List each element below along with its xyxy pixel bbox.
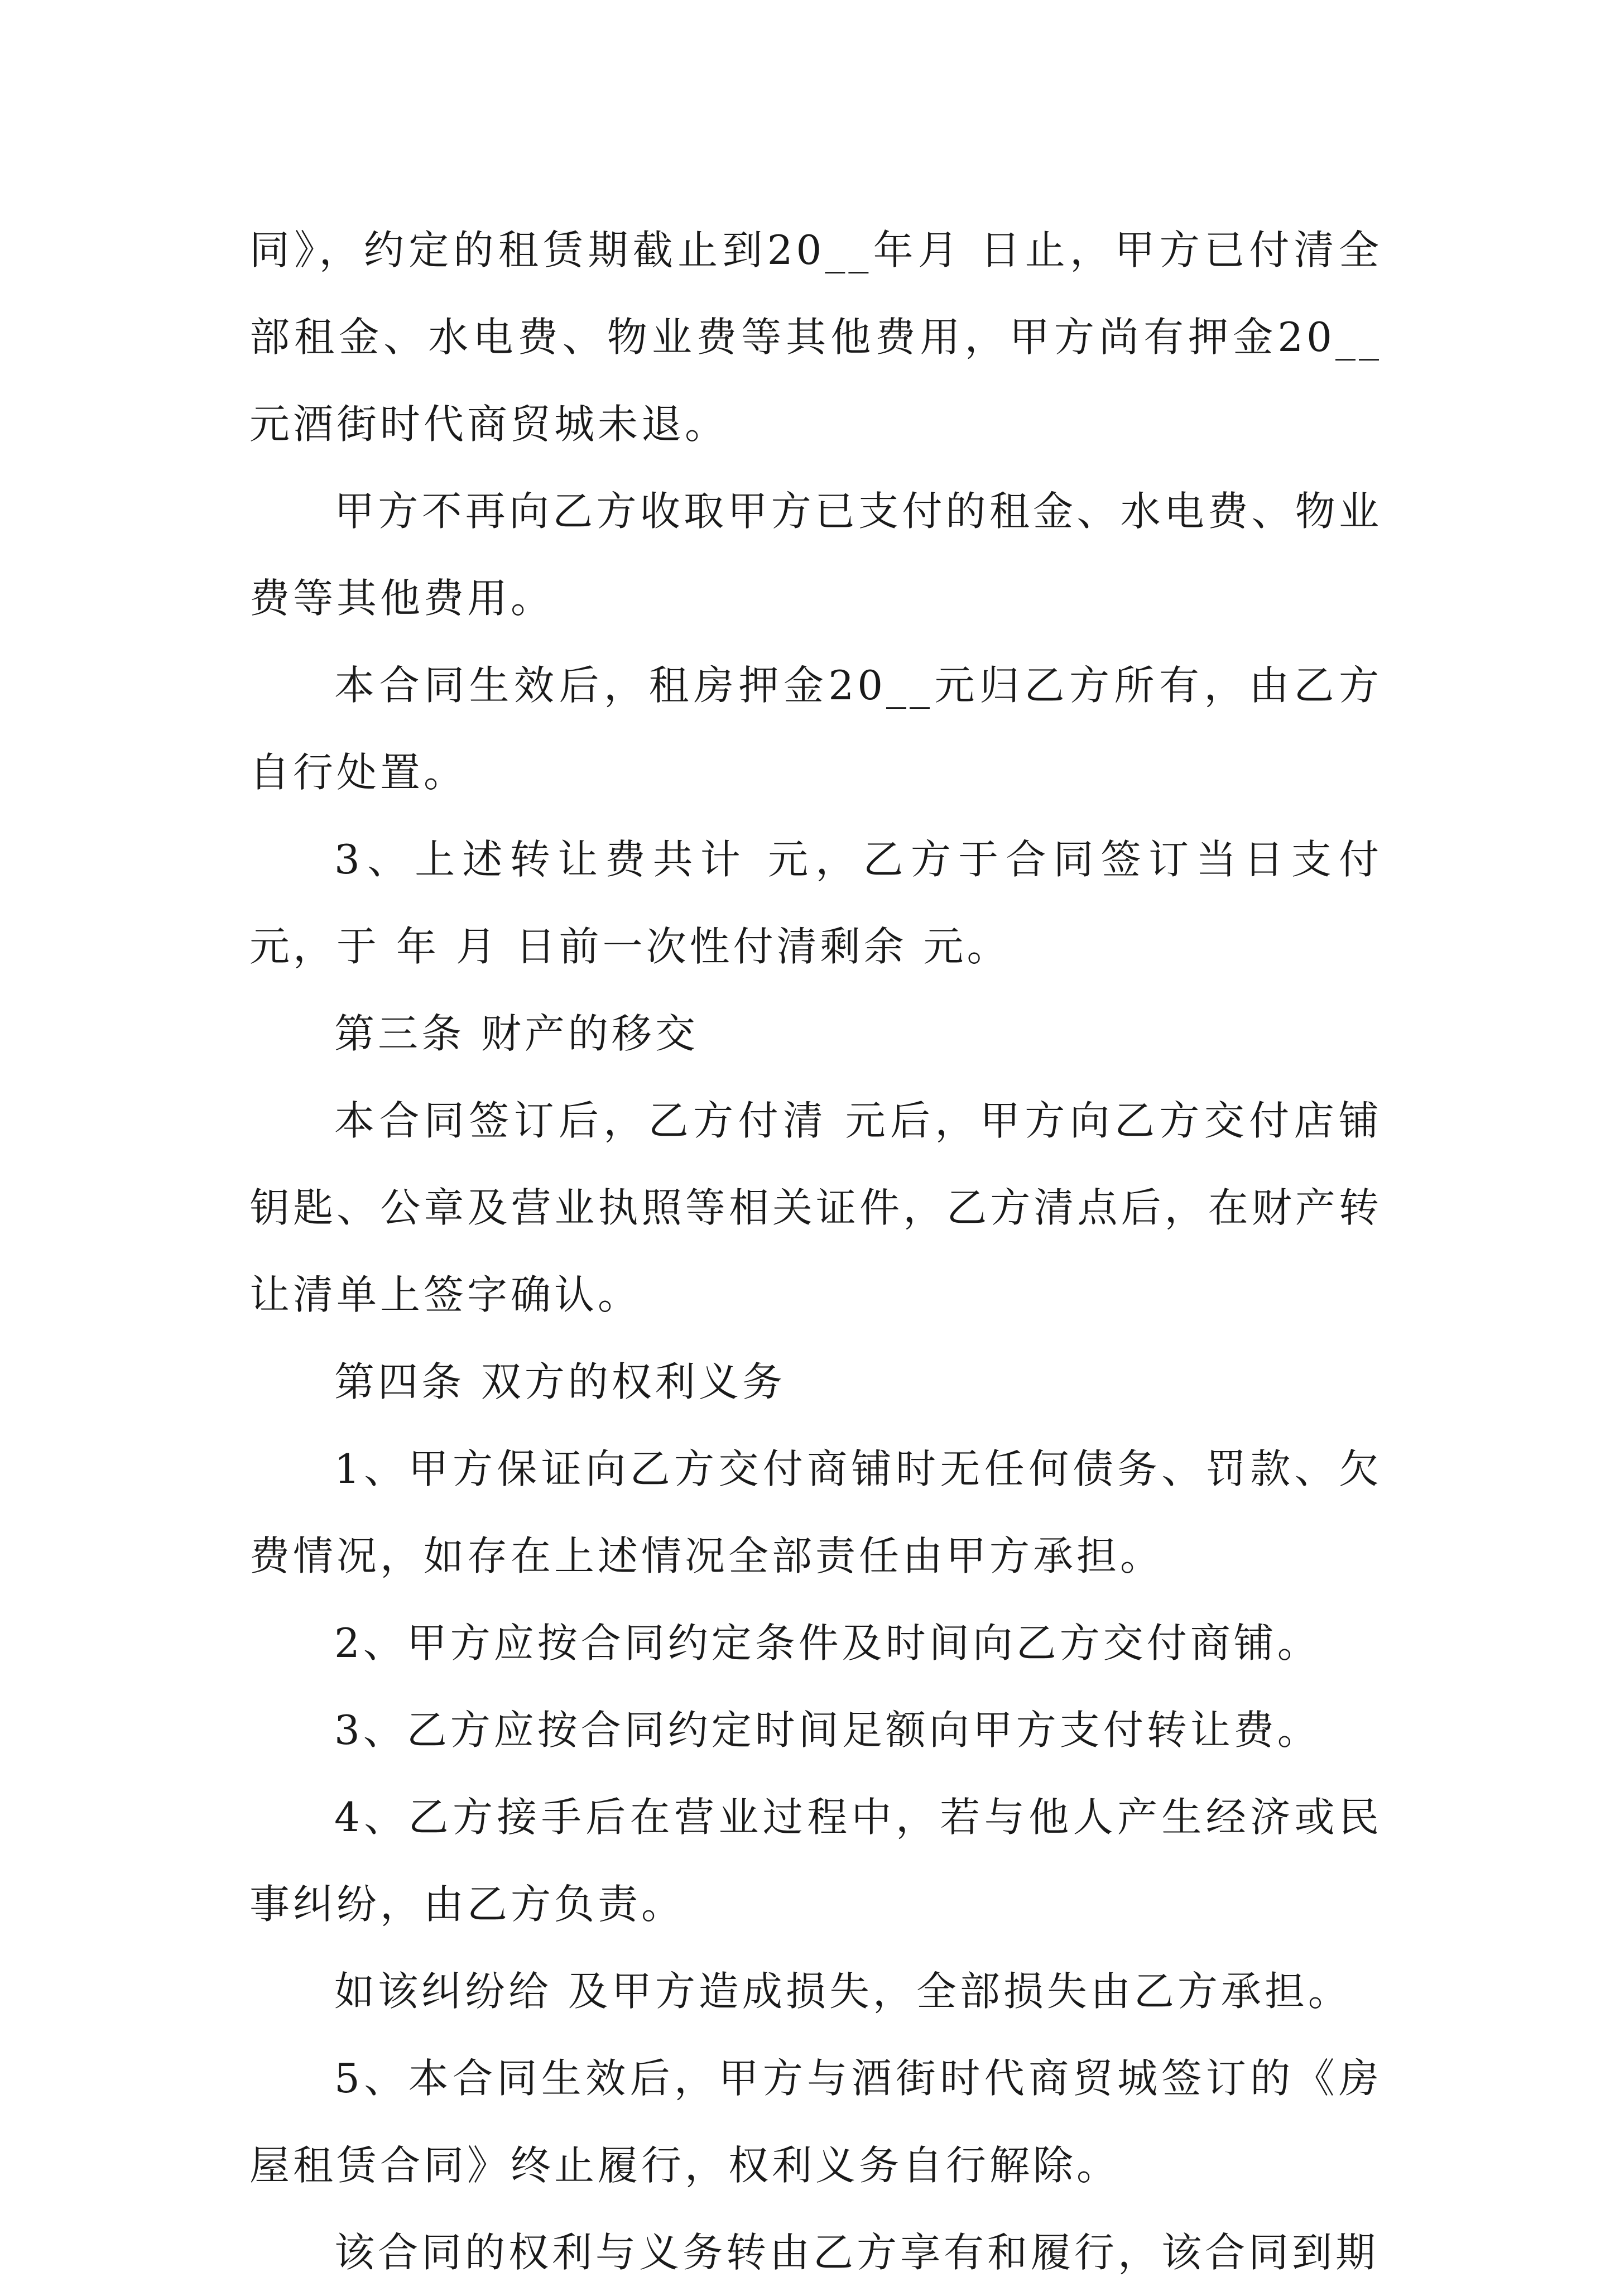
document-body [249, 206, 1398, 2296]
paragraph: 2、甲方应按合同约定条件及时间向乙方交付商铺。 [334, 1620, 1321, 1666]
paragraph: 1、甲方保证向乙方交付商铺时无任何债务、罚款、欠费情况，如存在上述情况全部责任由甲方承担。 [249, 1445, 1382, 1579]
section-heading: 第三条 财产的移交 [334, 1010, 699, 1057]
paragraph: 该合同的权利与义务转由乙方享有和履行，该合同到期 [334, 2229, 1380, 2276]
paragraph: 同》，约定的租赁期截止到20__年月 日止，甲方已付清全部租金、水电费、物业费等其他费用，甲方尚有押金20__元酒街时代商贸城未退。 [249, 227, 1382, 448]
paragraph: 3、乙方应按合同约定时间足额向甲方支付转让费。 [334, 1707, 1321, 1754]
paragraph: 如该纠纷给 及甲方造成损失，全部损失由乙方承担。 [334, 1968, 1352, 2015]
paragraph: 4、乙方接手后在营业过程中，若与他人产生经济或民事纠纷，由乙方负责。 [249, 1794, 1382, 1928]
paragraph: 本合同签订后，乙方付清 元后，甲方向乙方交付店铺钥匙、公章及营业执照等相关证件，乙方清点后，在财产转让清单上签字确认。 [249, 1097, 1382, 1318]
paragraph: 3、上述转让费共计 元，乙方于合同签订当日支付 元，于 年 月 日前一次性付清剩余 元。 [249, 836, 1398, 970]
paragraph: 5、本合同生效后，甲方与酒街时代商贸城签订的《房屋租赁合同》终止履行，权利义务自行解除。 [249, 2055, 1382, 2189]
paragraph: 本合同生效后，租房押金20__元归乙方所有，由乙方自行处置。 [249, 662, 1382, 796]
section-heading: 第四条 双方的权利义务 [334, 1358, 786, 1405]
paragraph: 甲方不再向乙方收取甲方已支付的租金、水电费、物业费等其他费用。 [249, 488, 1382, 622]
